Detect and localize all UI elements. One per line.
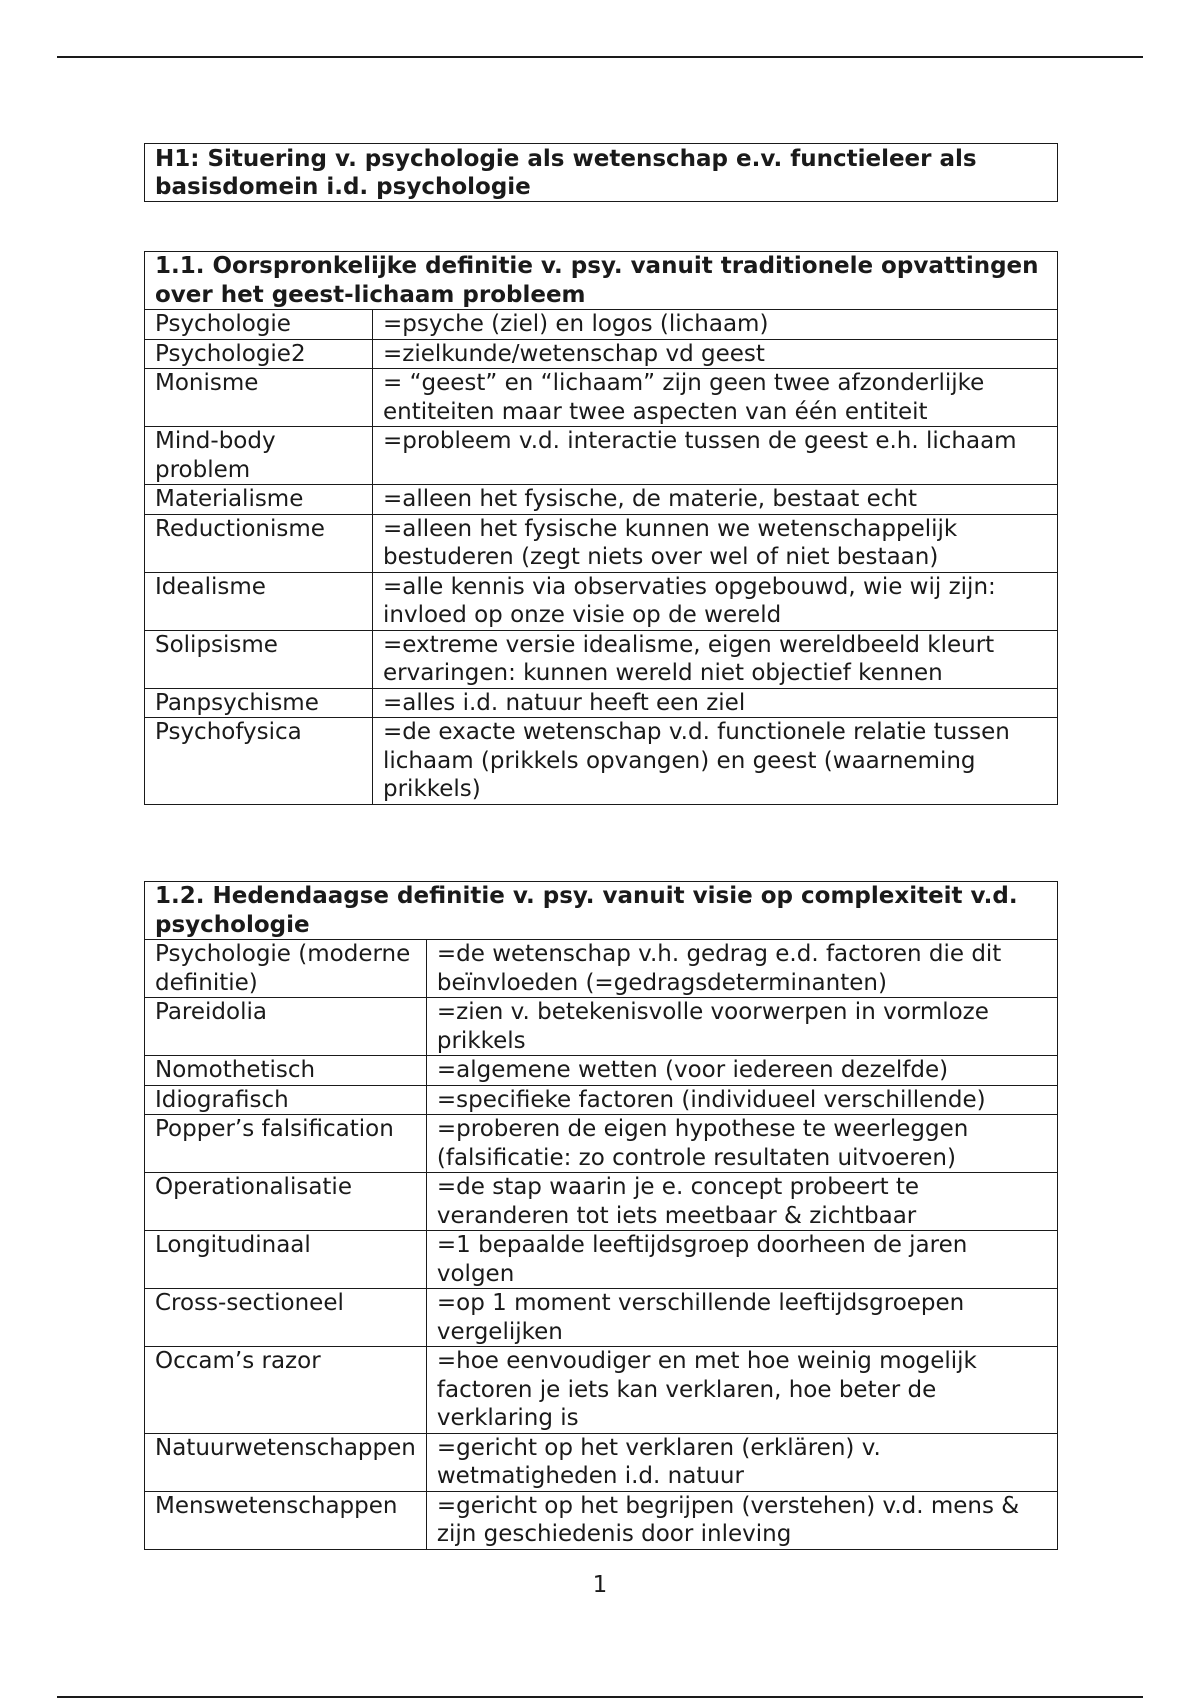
table-row xyxy=(145,572,1058,630)
table-row xyxy=(145,1056,1058,1086)
chapter-title: H1: Situering v. psychologie als wetenschap e.v. functieleer als basisdomein i.d. psychologie xyxy=(144,143,1058,202)
definition-cell: =zien v. betekenisvolle voorwerpen in vormloze prikkels xyxy=(426,998,1057,1056)
section-heading: 1.1. Oorspronkelijke definitie v. psy. vanuit traditionele opvattingen over het geest-lichaam probleem xyxy=(145,252,1058,310)
term-cell: Psychologie (moderne definitie) xyxy=(145,940,427,998)
table-row xyxy=(145,1173,1058,1231)
definition-cell: =proberen de eigen hypothese te weerleggen (falsificatie: zo controle resultaten uitvoeren) xyxy=(426,1115,1057,1173)
definition-cell: =extreme versie idealisme, eigen wereldbeeld kleurt ervaringen: kunnen wereld niet objectief kennen xyxy=(373,630,1058,688)
table-row xyxy=(145,1491,1058,1549)
definition-cell: =alleen het fysische kunnen we wetenschappelijk bestuderen (zegt niets over wel of niet bestaan) xyxy=(373,514,1058,572)
term-cell: Psychofysica xyxy=(145,718,373,805)
table-row xyxy=(145,688,1058,718)
term-cell: Longitudinaal xyxy=(145,1231,427,1289)
table-row xyxy=(145,514,1058,572)
table-row xyxy=(145,1347,1058,1434)
footer-rule xyxy=(57,1696,1143,1698)
term-cell: Materialisme xyxy=(145,485,373,515)
definition-cell: =gericht op het verklaren (erklären) v. wetmatigheden i.d. natuur xyxy=(426,1433,1057,1491)
term-cell: Menswetenschappen xyxy=(145,1491,427,1549)
definition-cell: =alleen het fysische, de materie, bestaat echt xyxy=(373,485,1058,515)
table-row xyxy=(145,940,1058,998)
term-cell: Psychologie2 xyxy=(145,339,373,369)
definition-cell: =op 1 moment verschillende leeftijdsgroepen vergelijken xyxy=(426,1289,1057,1347)
term-cell: Nomothetisch xyxy=(145,1056,427,1086)
definition-cell: = “geest” en “lichaam” zijn geen twee afzonderlijke entiteiten maar twee aspecten van één entiteit xyxy=(373,369,1058,427)
term-cell: Reductionisme xyxy=(145,514,373,572)
definition-cell: =1 bepaalde leeftijdsgroep doorheen de jaren volgen xyxy=(426,1231,1057,1289)
definition-cell: =de stap waarin je e. concept probeert te veranderen tot iets meetbaar & zichtbaar xyxy=(426,1173,1057,1231)
table-row xyxy=(145,1115,1058,1173)
definition-cell: =gericht op het begrijpen (verstehen) v.d. mens & zijn geschiedenis door inleving xyxy=(426,1491,1057,1549)
term-cell: Pareidolia xyxy=(145,998,427,1056)
term-cell: Solipsisme xyxy=(145,630,373,688)
definition-cell: =algemene wetten (voor iedereen dezelfde) xyxy=(426,1056,1057,1086)
table-row xyxy=(145,310,1058,340)
term-cell: Operationalisatie xyxy=(145,1173,427,1231)
page-number: 1 xyxy=(592,1572,608,1598)
definition-cell: =alle kennis via observaties opgebouwd, wie wij zijn: invloed op onze visie op de wereld xyxy=(373,572,1058,630)
table-row xyxy=(145,1289,1058,1347)
table-row xyxy=(145,427,1058,485)
definition-cell: =de exacte wetenschap v.d. functionele relatie tussen lichaam (prikkels opvangen) en geest (waarneming prikkels) xyxy=(373,718,1058,805)
term-cell: Mind-body problem xyxy=(145,427,373,485)
table-row xyxy=(145,1433,1058,1491)
term-cell: Monisme xyxy=(145,369,373,427)
term-cell: Cross-sectioneel xyxy=(145,1289,427,1347)
term-cell: Occam’s razor xyxy=(145,1347,427,1434)
table-row xyxy=(145,339,1058,369)
term-cell: Natuurwetenschappen xyxy=(145,1433,427,1491)
section-heading: 1.2. Hedendaagse definitie v. psy. vanuit visie op complexiteit v.d. psychologie xyxy=(145,882,1058,940)
term-cell: Idealisme xyxy=(145,572,373,630)
definition-cell: =alles i.d. natuur heeft een ziel xyxy=(373,688,1058,718)
header-rule xyxy=(57,56,1143,58)
term-cell: Idiografisch xyxy=(145,1085,427,1115)
table-row xyxy=(145,998,1058,1056)
table-row xyxy=(145,1085,1058,1115)
table-row xyxy=(145,369,1058,427)
term-cell: Popper’s falsification xyxy=(145,1115,427,1173)
definition-cell: =zielkunde/wetenschap vd geest xyxy=(373,339,1058,369)
term-cell: Panpsychisme xyxy=(145,688,373,718)
definition-cell: =specifieke factoren (individueel verschillende) xyxy=(426,1085,1057,1115)
table-row xyxy=(145,630,1058,688)
definition-cell: =psyche (ziel) en logos (lichaam) xyxy=(373,310,1058,340)
table-row xyxy=(145,485,1058,515)
definition-cell: =probleem v.d. interactie tussen de geest e.h. lichaam xyxy=(373,427,1058,485)
table-row xyxy=(145,718,1058,805)
definitions-table-traditional xyxy=(144,251,1058,805)
definition-cell: =hoe eenvoudiger en met hoe weinig mogelijk factoren je iets kan verklaren, hoe beter de verklaring is xyxy=(426,1347,1057,1434)
definitions-table-modern xyxy=(144,881,1058,1550)
table-row xyxy=(145,1231,1058,1289)
definition-cell: =de wetenschap v.h. gedrag e.d. factoren die dit beïnvloeden (=gedragsdeterminanten) xyxy=(426,940,1057,998)
term-cell: Psychologie xyxy=(145,310,373,340)
